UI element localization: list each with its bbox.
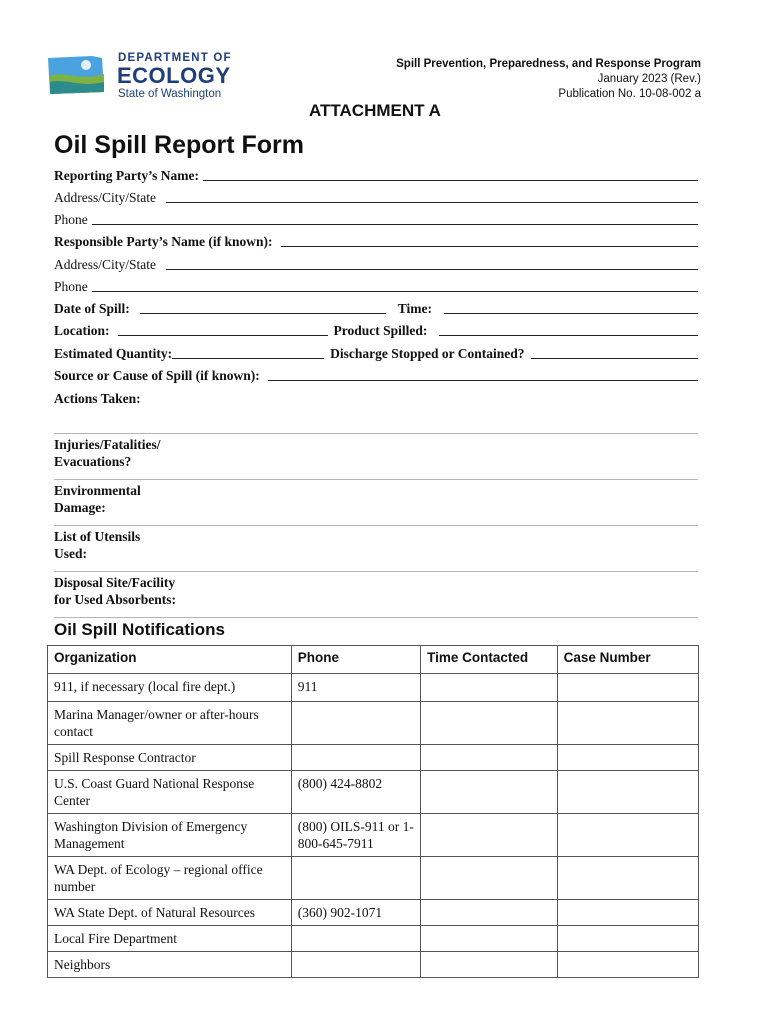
utensils-label bbox=[54, 528, 698, 562]
phone-cell[interactable] bbox=[291, 857, 420, 900]
reporting-address-field[interactable] bbox=[166, 201, 698, 203]
disposal-site-field[interactable] bbox=[54, 617, 698, 618]
organization-cell: Marina Manager/owner or after-hours contact bbox=[48, 702, 292, 745]
case-number-cell[interactable] bbox=[557, 857, 698, 900]
table-row bbox=[48, 702, 699, 745]
actions-taken-field[interactable] bbox=[54, 433, 698, 434]
time-contacted-cell[interactable] bbox=[421, 952, 558, 978]
organization-cell: Neighbors bbox=[48, 952, 292, 978]
time-contacted-cell[interactable] bbox=[421, 745, 558, 771]
logo-department-text: DEPARTMENT OF bbox=[118, 52, 232, 64]
environmental-damage-label bbox=[54, 482, 698, 516]
column-header-phone: Phone bbox=[291, 646, 420, 674]
table-row bbox=[48, 745, 699, 771]
responsible-phone-row bbox=[54, 277, 698, 295]
phone-cell: (800) OILS-911 or 1-800-645-7911 bbox=[291, 814, 420, 857]
case-number-cell[interactable] bbox=[557, 900, 698, 926]
date-of-spill-field[interactable] bbox=[140, 312, 386, 314]
actions-taken-label: Actions Taken: bbox=[54, 391, 141, 406]
responsible-phone-label: Phone bbox=[54, 279, 88, 294]
table-row bbox=[48, 952, 699, 978]
utensils-label-line2: Used: bbox=[54, 546, 87, 561]
case-number-cell[interactable] bbox=[557, 952, 698, 978]
reporting-party-label: Reporting Party’s Name: bbox=[54, 168, 199, 183]
location-label: Location: bbox=[54, 323, 110, 338]
notifications-table bbox=[47, 645, 699, 978]
location-product-row bbox=[54, 321, 698, 339]
logo-state-text: State of Washington bbox=[118, 88, 222, 100]
phone-cell[interactable] bbox=[291, 702, 420, 745]
notifications-header-row bbox=[48, 646, 699, 674]
disposal-site-line2: for Used Absorbents: bbox=[54, 592, 177, 607]
injuries-label bbox=[54, 436, 698, 470]
publication-date: January 2023 (Rev.) bbox=[597, 73, 701, 85]
logo-ecology-text: ECOLOGY bbox=[117, 63, 231, 88]
case-number-cell[interactable] bbox=[557, 702, 698, 745]
page-title: Oil Spill Report Form bbox=[54, 131, 305, 159]
phone-cell[interactable] bbox=[291, 952, 420, 978]
phone-cell[interactable] bbox=[291, 926, 420, 952]
organization-cell: 911, if necessary (local fire dept.) bbox=[48, 674, 292, 702]
case-number-cell[interactable] bbox=[557, 674, 698, 702]
time-contacted-cell[interactable] bbox=[421, 702, 558, 745]
source-cause-field[interactable] bbox=[268, 379, 698, 381]
date-of-spill-label: Date of Spill: bbox=[54, 301, 130, 316]
table-row bbox=[48, 771, 699, 814]
reporting-party-field[interactable] bbox=[203, 179, 698, 181]
responsible-phone-field[interactable] bbox=[92, 290, 698, 292]
product-spilled-label: Product Spilled: bbox=[333, 323, 428, 338]
time-contacted-cell[interactable] bbox=[421, 674, 558, 702]
column-header-time-contacted: Time Contacted bbox=[421, 646, 558, 674]
location-field[interactable] bbox=[118, 334, 328, 336]
reporting-party-row bbox=[54, 166, 698, 184]
organization-cell: U.S. Coast Guard National Response Center bbox=[48, 771, 292, 814]
column-header-case-number: Case Number bbox=[557, 646, 698, 674]
responsible-party-field[interactable] bbox=[281, 245, 699, 247]
quantity-discharge-row bbox=[54, 344, 698, 362]
reporting-address-label: Address/City/State bbox=[54, 190, 156, 205]
environmental-damage-field[interactable] bbox=[54, 525, 698, 526]
time-contacted-cell[interactable] bbox=[421, 771, 558, 814]
disposal-site-label bbox=[54, 574, 698, 608]
table-row bbox=[48, 900, 699, 926]
table-row bbox=[48, 674, 699, 702]
phone-cell: (360) 902-1071 bbox=[291, 900, 420, 926]
organization-cell: Spill Response Contractor bbox=[48, 745, 292, 771]
time-label: Time: bbox=[397, 301, 432, 316]
case-number-cell[interactable] bbox=[557, 926, 698, 952]
phone-cell: 911 bbox=[291, 674, 420, 702]
product-spilled-field[interactable] bbox=[439, 334, 698, 336]
reporting-phone-row bbox=[54, 210, 698, 228]
time-field[interactable] bbox=[444, 312, 698, 314]
utensils-label-line1: List of Utensils bbox=[54, 529, 141, 544]
estimated-quantity-label: Estimated Quantity: bbox=[54, 346, 173, 361]
case-number-cell[interactable] bbox=[557, 745, 698, 771]
phone-cell: (800) 424-8802 bbox=[291, 771, 420, 814]
environmental-damage-line2: Damage: bbox=[54, 500, 106, 515]
environmental-damage-line1: Environmental bbox=[54, 483, 141, 498]
case-number-cell[interactable] bbox=[557, 814, 698, 857]
program-name: Spill Prevention, Preparedness, and Response Program bbox=[396, 58, 701, 70]
washington-state-map-icon bbox=[44, 52, 114, 102]
phone-cell[interactable] bbox=[291, 745, 420, 771]
table-row bbox=[48, 814, 699, 857]
injuries-label-line1: Injuries/Fatalities/ bbox=[54, 437, 161, 452]
table-row bbox=[48, 857, 699, 900]
responsible-party-label: Responsible Party’s Name (if known): bbox=[54, 234, 273, 249]
estimated-quantity-field[interactable] bbox=[172, 357, 324, 359]
date-time-row bbox=[54, 299, 698, 317]
responsible-address-label: Address/City/State bbox=[54, 257, 156, 272]
time-contacted-cell[interactable] bbox=[421, 857, 558, 900]
case-number-cell[interactable] bbox=[557, 771, 698, 814]
organization-cell: WA State Dept. of Natural Resources bbox=[48, 900, 292, 926]
injuries-field[interactable] bbox=[54, 479, 698, 480]
responsible-address-row bbox=[54, 255, 698, 273]
ecology-logo bbox=[44, 50, 234, 106]
disposal-site-line1: Disposal Site/Facility bbox=[54, 575, 176, 590]
utensils-field[interactable] bbox=[54, 571, 698, 572]
reporting-phone-field[interactable] bbox=[92, 223, 698, 225]
publication-info bbox=[396, 57, 701, 102]
source-cause-label: Source or Cause of Spill (if known): bbox=[54, 368, 260, 383]
time-contacted-cell[interactable] bbox=[421, 926, 558, 952]
organization-cell: WA Dept. of Ecology – regional office number bbox=[48, 857, 292, 900]
table-row bbox=[48, 926, 699, 952]
attachment-heading: ATTACHMENT A bbox=[309, 101, 441, 120]
reporting-phone-label: Phone bbox=[54, 212, 88, 227]
organization-cell: Washington Division of Emergency Management bbox=[48, 814, 292, 857]
time-contacted-cell[interactable] bbox=[421, 900, 558, 926]
reporting-address-row bbox=[54, 188, 698, 206]
notifications-heading: Oil Spill Notifications bbox=[54, 620, 225, 639]
organization-cell: Local Fire Department bbox=[48, 926, 292, 952]
publication-number: Publication No. 10-08-002 a bbox=[558, 88, 701, 100]
responsible-party-row bbox=[54, 232, 698, 250]
discharge-stopped-label: Discharge Stopped or Contained? bbox=[330, 346, 525, 361]
column-header-organization: Organization bbox=[48, 646, 292, 674]
time-contacted-cell[interactable] bbox=[421, 814, 558, 857]
responsible-address-field[interactable] bbox=[166, 268, 698, 270]
discharge-stopped-field[interactable] bbox=[531, 357, 698, 359]
source-cause-row bbox=[54, 366, 698, 384]
injuries-label-line2: Evacuations? bbox=[54, 454, 132, 469]
